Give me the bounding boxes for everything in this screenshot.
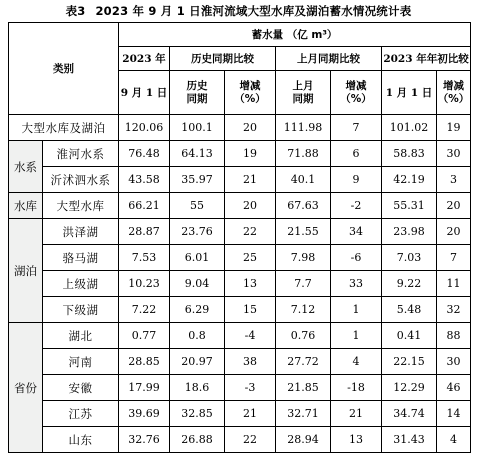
header-change-pct-2: 增减 （%） (331, 71, 382, 115)
cell-prev: 111.98 (276, 115, 331, 141)
cell-prev: 40.1 (276, 167, 331, 193)
header-category: 类别 (9, 23, 119, 115)
cell-hist: 35.97 (170, 167, 225, 193)
row-name: 洪泽湖 (43, 219, 119, 245)
cell-prev-pct: 6 (331, 141, 382, 167)
row-name: 安徽 (43, 375, 119, 401)
group-label-lakes: 湖泊 (9, 219, 43, 323)
cell-hist: 55 (170, 193, 225, 219)
row-name: 上级湖 (43, 271, 119, 297)
cell-hist-pct: 19 (225, 141, 276, 167)
table-row (9, 167, 471, 193)
row-name: 江苏 (43, 401, 119, 427)
header-hist-cmp: 历史同期比较 (170, 47, 276, 71)
storage-table (8, 22, 471, 453)
cell-prev-pct: 4 (331, 349, 382, 375)
cell-prev-pct: 1 (331, 323, 382, 349)
cell-hist-pct: 22 (225, 219, 276, 245)
cell-prev-pct: -6 (331, 245, 382, 271)
cell-jan1-pct: 32 (437, 297, 471, 323)
header-jan1: 1 月 1 日 (382, 71, 437, 115)
cell-hist: 32.85 (170, 401, 225, 427)
cell-prev-pct: 21 (331, 401, 382, 427)
header-year-start-cmp: 2023 年年初比较 (382, 47, 471, 71)
table-row (9, 115, 471, 141)
cell-jan1-pct: 3 (437, 167, 471, 193)
cell-hist-pct: -3 (225, 375, 276, 401)
cell-jan1: 31.43 (382, 427, 437, 453)
cell-prev: 0.76 (276, 323, 331, 349)
cell-sep1: 28.87 (119, 219, 170, 245)
cell-jan1: 23.98 (382, 219, 437, 245)
cell-prev-pct: 34 (331, 219, 382, 245)
cell-jan1-pct: 7 (437, 245, 471, 271)
cell-hist-pct: 38 (225, 349, 276, 375)
cell-sep1: 7.53 (119, 245, 170, 271)
table-row (9, 141, 471, 167)
cell-jan1-pct: 30 (437, 349, 471, 375)
cell-prev-pct: 9 (331, 167, 382, 193)
cell-hist: 23.76 (170, 219, 225, 245)
cell-jan1-pct: 19 (437, 115, 471, 141)
cell-jan1-pct: 20 (437, 193, 471, 219)
cell-sep1: 0.77 (119, 323, 170, 349)
table-row (9, 427, 471, 453)
cell-sep1: 39.69 (119, 401, 170, 427)
cell-sep1: 17.99 (119, 375, 170, 401)
cell-sep1: 43.58 (119, 167, 170, 193)
row-name: 下级湖 (43, 297, 119, 323)
cell-hist-pct: 20 (225, 115, 276, 141)
table-row (9, 245, 471, 271)
row-name: 大型水库 (43, 193, 119, 219)
cell-sep1: 28.85 (119, 349, 170, 375)
table-row (9, 297, 471, 323)
cell-hist: 9.04 (170, 271, 225, 297)
cell-sep1: 66.21 (119, 193, 170, 219)
cell-hist-pct: 13 (225, 271, 276, 297)
cell-prev: 21.55 (276, 219, 331, 245)
cell-prev-pct: 33 (331, 271, 382, 297)
cell-jan1-pct: 46 (437, 375, 471, 401)
cell-hist-pct: 21 (225, 167, 276, 193)
cell-jan1: 0.41 (382, 323, 437, 349)
cell-hist: 18.6 (170, 375, 225, 401)
table-caption (0, 0, 477, 22)
cell-jan1: 7.03 (382, 245, 437, 271)
cell-jan1-pct: 30 (437, 141, 471, 167)
cell-hist-pct: -4 (225, 323, 276, 349)
row-name: 山东 (43, 427, 119, 453)
cell-prev: 7.7 (276, 271, 331, 297)
cell-hist: 100.1 (170, 115, 225, 141)
table-row (9, 401, 471, 427)
header-row-1 (9, 23, 471, 47)
header-hist-period: 历史 同期 (170, 71, 225, 115)
cell-jan1-pct: 11 (437, 271, 471, 297)
cell-hist-pct: 25 (225, 245, 276, 271)
cell-hist-pct: 20 (225, 193, 276, 219)
cell-hist: 20.97 (170, 349, 225, 375)
cell-jan1: 55.31 (382, 193, 437, 219)
table-row (9, 323, 471, 349)
cell-jan1: 58.83 (382, 141, 437, 167)
cell-hist: 0.8 (170, 323, 225, 349)
table-row (9, 193, 471, 219)
cell-prev-pct: 1 (331, 297, 382, 323)
row-name: 湖北 (43, 323, 119, 349)
cell-hist: 6.01 (170, 245, 225, 271)
header-date: 9 月 1 日 (119, 71, 170, 115)
header-change-pct-1: 增减 （%） (225, 71, 276, 115)
header-prev-month-cmp: 上月同期比较 (276, 47, 382, 71)
cell-prev: 21.85 (276, 375, 331, 401)
cell-prev: 32.71 (276, 401, 331, 427)
cell-hist-pct: 22 (225, 427, 276, 453)
cell-hist-pct: 21 (225, 401, 276, 427)
header-change-pct-3: 增减 （%） (437, 71, 471, 115)
cell-prev: 7.98 (276, 245, 331, 271)
cell-sep1: 32.76 (119, 427, 170, 453)
row-name: 沂沭泗水系 (43, 167, 119, 193)
cell-jan1: 9.22 (382, 271, 437, 297)
cell-prev: 27.72 (276, 349, 331, 375)
row-name: 骆马湖 (43, 245, 119, 271)
group-label-reservoir: 水库 (9, 193, 43, 219)
cell-jan1: 5.48 (382, 297, 437, 323)
cell-hist: 64.13 (170, 141, 225, 167)
cell-prev-pct: -2 (331, 193, 382, 219)
cell-sep1: 120.06 (119, 115, 170, 141)
table-row (9, 271, 471, 297)
cell-jan1: 22.15 (382, 349, 437, 375)
header-year: 2023 年 (119, 47, 170, 71)
cell-jan1: 12.29 (382, 375, 437, 401)
cell-jan1-pct: 88 (437, 323, 471, 349)
table-row (9, 375, 471, 401)
row-name: 淮河水系 (43, 141, 119, 167)
cell-sep1: 10.23 (119, 271, 170, 297)
row-name: 河南 (43, 349, 119, 375)
table-number: 表3 (65, 4, 86, 18)
cell-hist-pct: 15 (225, 297, 276, 323)
table-row (9, 219, 471, 245)
cell-prev: 71.88 (276, 141, 331, 167)
group-label-water-system: 水系 (9, 141, 43, 193)
cell-jan1-pct: 4 (437, 427, 471, 453)
cell-sep1: 7.22 (119, 297, 170, 323)
cell-prev-pct: -18 (331, 375, 382, 401)
header-storage: 蓄水量 （亿 m³） (119, 23, 471, 47)
header-prev-month-period: 上月 同期 (276, 71, 331, 115)
cell-jan1: 34.74 (382, 401, 437, 427)
cell-jan1: 42.19 (382, 167, 437, 193)
cell-hist: 26.88 (170, 427, 225, 453)
cell-jan1-pct: 20 (437, 219, 471, 245)
cell-jan1-pct: 14 (437, 401, 471, 427)
cell-hist: 6.29 (170, 297, 225, 323)
table-row (9, 349, 471, 375)
cell-jan1: 101.02 (382, 115, 437, 141)
group-label-provinces: 省份 (9, 323, 43, 453)
cell-prev-pct: 7 (331, 115, 382, 141)
cell-prev: 67.63 (276, 193, 331, 219)
row-name: 大型水库及湖泊 (9, 115, 119, 141)
cell-sep1: 76.48 (119, 141, 170, 167)
cell-prev: 7.12 (276, 297, 331, 323)
table-title: 2023 年 9 月 1 日淮河流域大型水库及湖泊蓄水情况统计表 (95, 4, 412, 18)
cell-prev: 28.94 (276, 427, 331, 453)
cell-prev-pct: 13 (331, 427, 382, 453)
